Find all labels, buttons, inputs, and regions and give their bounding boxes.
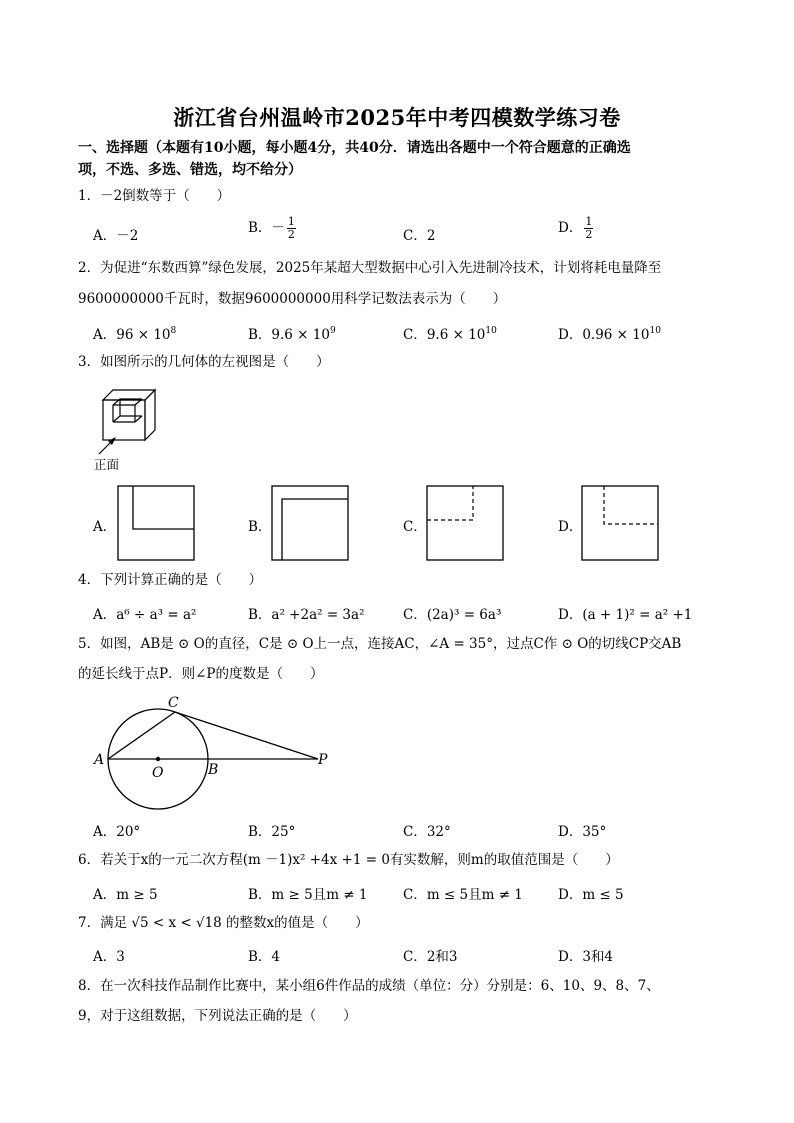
- q3-option-d-label: D．: [558, 519, 583, 535]
- page-title: 浙江省台州温岭市2025年中考四模数学练习卷: [173, 105, 621, 130]
- q5-option-d: D．35°: [558, 824, 607, 840]
- label-a: A: [94, 752, 105, 768]
- q1-option-b-prefix: B．－: [248, 220, 285, 236]
- q2-option-d: [558, 323, 661, 343]
- q2-line1: 2．为促进“东数西算”绿色发展，2025年某超大型数据中心引入先进制冷技术，计划将耗电量降至: [78, 260, 662, 276]
- q1-option-a: A．－2: [93, 228, 139, 244]
- q2-d-exp: 10: [649, 326, 661, 336]
- q8-line2: 9，对于这组数据，下列说法正确的是（ ）: [78, 1008, 357, 1024]
- q7-option-a: A．3: [93, 949, 125, 965]
- circle-tangent-figure: [90, 692, 340, 814]
- q6-option-b: B．m ≥ 5且m ≠ 1: [248, 887, 368, 903]
- q5-line2: 的延长线于点P．则∠P的度数是（ ）: [78, 666, 324, 682]
- tangent-cp: [175, 712, 318, 759]
- front-view-label: 正面: [94, 457, 120, 472]
- q4-option-b: B．a² +2a² = 3a²: [248, 607, 365, 623]
- q1-d-denominator: 2: [585, 228, 593, 241]
- label-p: P: [318, 752, 328, 768]
- q2-a-base: A．96 × 10: [93, 327, 171, 343]
- center-point: [156, 757, 160, 761]
- label-o: O: [152, 765, 164, 781]
- q4-option-a: A．a⁶ ÷ a³ = a²: [93, 607, 197, 623]
- q2-option-a: [93, 323, 176, 343]
- q1-option-b: [248, 216, 296, 241]
- q5-line1: 5．如图，AB是 ⊙ O的直径，C是 ⊙ O上一点，连接AC，∠A = 35°，过点C作 ⊙ O的切线CP交AB: [78, 636, 682, 652]
- q1-option-b-fraction: [287, 216, 296, 241]
- q3-option-b-label: B．: [248, 519, 272, 535]
- q2-b-base: B．9.6 × 10: [248, 327, 330, 343]
- q2-c-exp: 10: [485, 326, 497, 336]
- q1-option-d-fraction: [584, 216, 593, 241]
- q1-option-d: [558, 216, 593, 241]
- q1-stem: 1．－2倒数等于（ ）: [78, 188, 231, 204]
- q2-option-b: [248, 323, 336, 343]
- q3-option-c-label: C．: [403, 519, 427, 535]
- q6-option-c: C．m ≤ 5且m ≠ 1: [403, 887, 523, 903]
- q6-option-a: A．m ≥ 5: [93, 887, 158, 903]
- q5-option-b: B．25°: [248, 824, 296, 840]
- q7-option-d: D．3和4: [558, 949, 614, 965]
- q4-stem: 4．下列计算正确的是（ ）: [78, 572, 263, 588]
- label-c: C: [168, 695, 179, 711]
- chord-ac: [108, 712, 175, 759]
- q3-stem: 3．如图所示的几何体的左视图是（ ）: [78, 354, 330, 370]
- q5-option-c: C．32°: [403, 824, 451, 840]
- label-b: B: [208, 762, 219, 778]
- q6-option-d: D．m ≤ 5: [558, 887, 624, 903]
- q2-b-exp: 9: [329, 326, 336, 336]
- q1-option-c: C．2: [403, 228, 436, 244]
- q8-line1: 8．在一次科技作品制作比赛中，某小组6件作品的成绩（单位：分）分别是：6、10、9、8、7、: [78, 978, 660, 994]
- q7-option-c: C．2和3: [403, 949, 458, 965]
- q3-option-d-figure: [580, 484, 660, 562]
- q2-line2: 9600000000千瓦时，数据9600000000用科学记数法表示为（ ）: [78, 291, 507, 307]
- q7-option-b: B．4: [248, 949, 281, 965]
- q3-option-a-label: A．: [93, 519, 117, 535]
- q3-option-a-figure: [116, 484, 196, 562]
- q2-d-base: D．0.96 × 10: [558, 327, 650, 343]
- q3-option-b-figure: [270, 484, 350, 562]
- q1-d-numerator: 1: [585, 215, 593, 228]
- q5-option-a: A．20°: [93, 824, 141, 840]
- q2-c-base: C．9.6 × 10: [403, 327, 486, 343]
- q4-option-c: C．(2a)³ = 6a³: [403, 607, 502, 623]
- section-heading-line1: 一、选择题（本题有10小题，每小题4分，共40分．请选出各题中一个符合题意的正确选: [78, 140, 631, 156]
- solid-right-face: [145, 390, 155, 440]
- q1-option-d-prefix: D．: [558, 220, 583, 236]
- q4-option-d: D．(a + 1)² = a² +1: [558, 607, 693, 623]
- q6-stem: 6．若关于x的一元二次方程(m －1)x² +4x +1 = 0有实数解，则m的取值范围是（ ）: [78, 852, 619, 868]
- q1-b-numerator: 1: [287, 215, 295, 228]
- q1-b-denominator: 2: [287, 228, 295, 241]
- section-heading-line2: 项，不选、多选、错选，均不给分）: [78, 162, 302, 178]
- q3-option-c-figure: [425, 484, 505, 562]
- q2-a-exp: 8: [170, 326, 177, 336]
- q7-stem: 7．满足 √5 < x < √18 的整数x的值是（ ）: [78, 915, 369, 931]
- solid-front-face: [103, 400, 145, 440]
- q2-option-c: [403, 323, 497, 343]
